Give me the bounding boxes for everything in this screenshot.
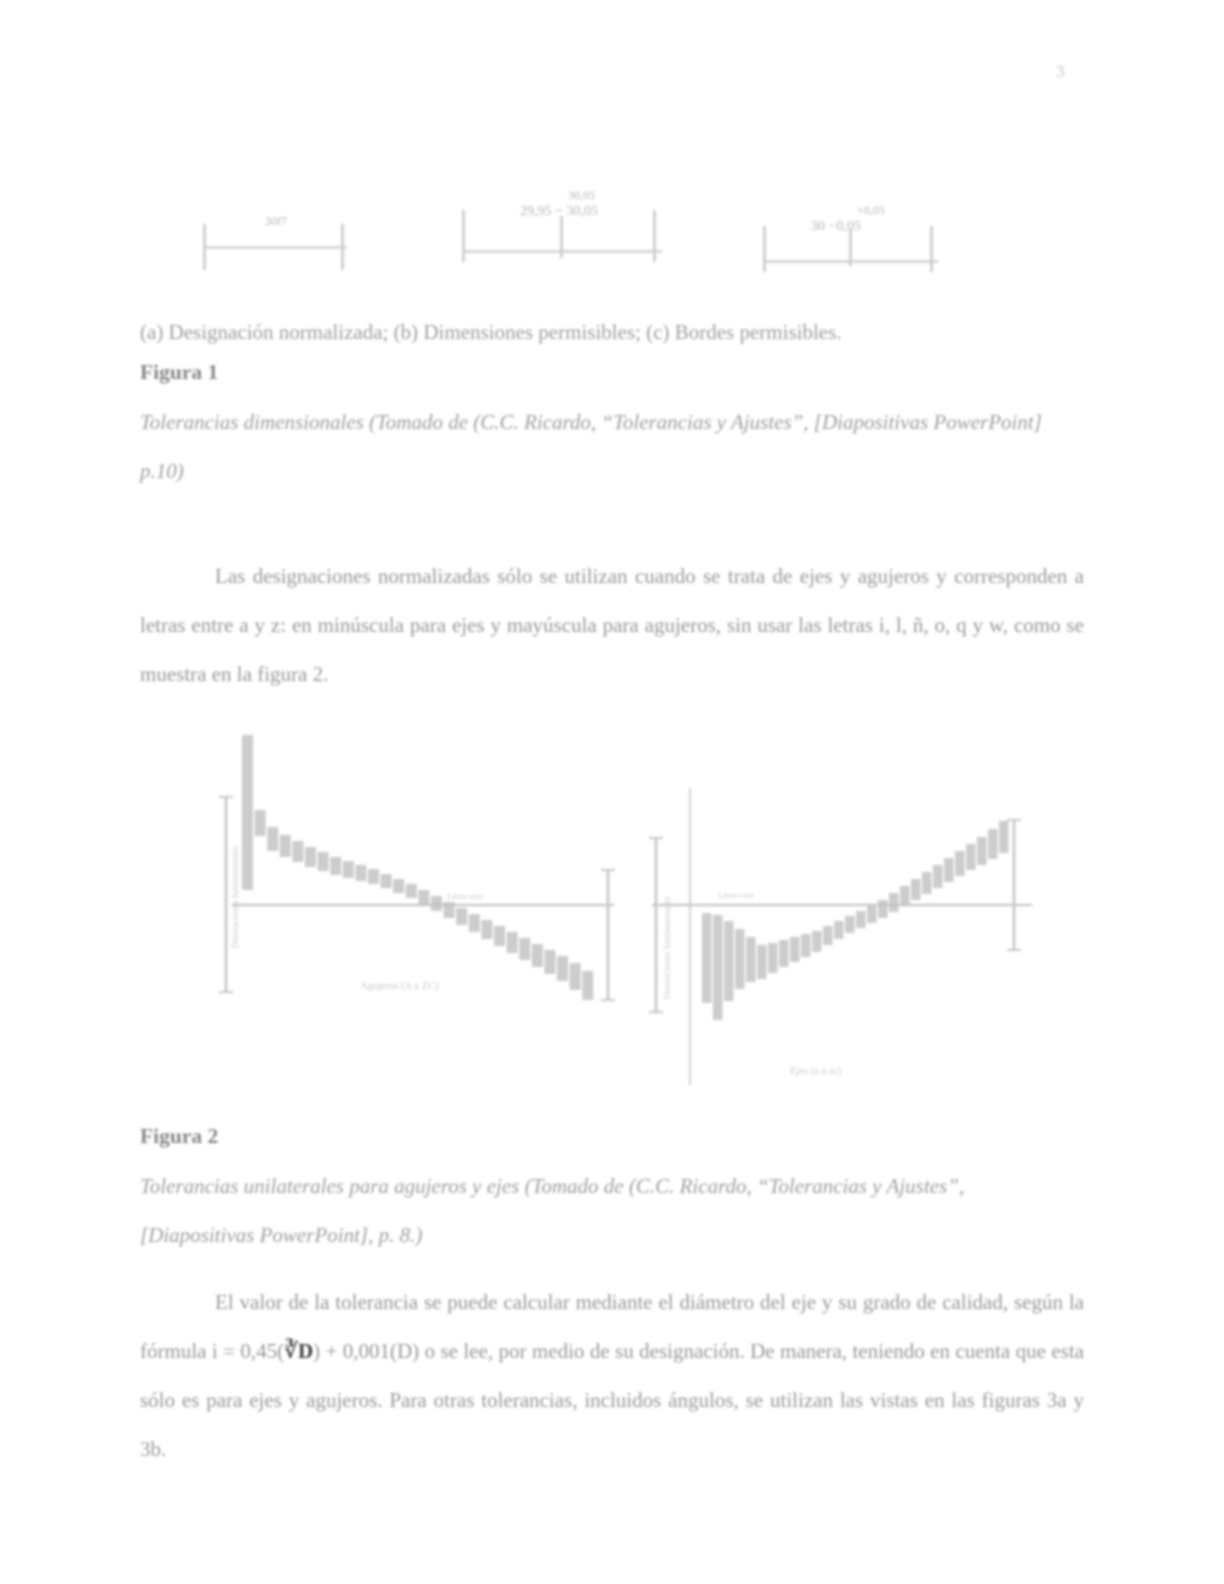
- tolerance-bar-za: [977, 837, 987, 865]
- y-axis-label: Desviaciones fundamentales: [662, 896, 672, 1000]
- zero-line-label: Línea cero: [447, 891, 484, 901]
- tolerance-bar-z: [966, 844, 976, 870]
- tolerance-bar-h: [812, 931, 822, 952]
- tolerance-bar-F: [330, 857, 341, 875]
- dimension-line: [203, 246, 347, 249]
- tolerance-bar-s: [900, 886, 910, 906]
- tolerance-bar-A: [242, 735, 253, 890]
- tolerance-bar-p: [878, 900, 888, 918]
- fig2-chart-left: [212, 712, 620, 1012]
- tolerance-bar-g: [801, 934, 811, 957]
- tolerance-bar-V: [507, 932, 518, 953]
- deviation-upper-text: +0,05: [857, 203, 885, 217]
- tolerance-bar-ZA: [557, 956, 568, 981]
- extension-line: [341, 224, 344, 270]
- tolerance-bar-T: [481, 920, 492, 939]
- fig2-chart-right: [640, 780, 1040, 1100]
- limit-upper-text: 30,05: [568, 188, 595, 202]
- dimension-label: [520, 188, 700, 221]
- zero-line-label: Línea cero: [718, 890, 755, 900]
- figure1-subcaptions: (a) Designación normalizada; (b) Dimensiones permisibles; (c) Bordes permisibles.: [140, 320, 842, 344]
- dimension-diagram-c: [763, 200, 938, 275]
- figure2-caption: Tolerancias unilaterales para agujeros y ejes (Tomado de (C.C. Ricardo, “Tolerancias y Ajustes”, [Diapositivas PowerPoint], p. 8.): [140, 1174, 965, 1247]
- tolerance-bar-N: [431, 896, 442, 911]
- tolerance-bar-k: [845, 916, 855, 933]
- extension-line: [203, 224, 206, 270]
- tolerance-bar-r: [889, 893, 899, 912]
- extension-line: [763, 226, 766, 272]
- tolerance-bar-b: [713, 915, 723, 1020]
- tolerance-bar-K: [406, 884, 417, 898]
- dimension-label: [811, 203, 961, 236]
- tolerance-bar-J: [393, 879, 404, 893]
- tolerance-bar-cd: [735, 929, 745, 989]
- dimension-diagram-a: [203, 212, 347, 272]
- tolerance-bar-v: [933, 865, 943, 888]
- tolerance-bar-M: [418, 890, 429, 905]
- tolerance-bar-js: [823, 926, 833, 945]
- tolerance-bar-EF: [318, 852, 329, 871]
- limit-lower-text: 29,95 − 30,05: [520, 204, 598, 219]
- tolerance-bar-U: [494, 926, 505, 946]
- fig2-left-bars: [242, 735, 593, 1000]
- tolerance-bar-j: [834, 921, 844, 939]
- tolerance-bar-zc: [999, 821, 1009, 853]
- tolerance-bar-fg: [790, 937, 800, 962]
- tolerance-bar-zb: [988, 829, 998, 859]
- tolerance-bar-u: [922, 872, 932, 894]
- tolerance-bar-E: [305, 847, 316, 867]
- tolerance-bar-B: [255, 810, 266, 836]
- paragraph-2-pre: El valor de la tolerancia se puede calcular mediante el diámetro del eje y su grado de calidad, según la fórmula i = 0,45(: [140, 1290, 1084, 1363]
- tolerance-bar-P: [444, 902, 455, 918]
- tolerance-bar-n: [867, 906, 877, 923]
- tolerance-bar-G: [355, 865, 366, 881]
- paragraph-2: [140, 1278, 1084, 1474]
- figure1-label: Figura 1: [140, 360, 219, 384]
- chart-caption: Agujeros (A a ZC): [360, 981, 439, 992]
- tolerance-bar-S: [469, 914, 480, 932]
- fig2-right-bars: [702, 821, 1009, 1020]
- figure1-caption: Tolerancias dimensionales (Tomado de (C.C. Ricardo, “Tolerancias y Ajustes”, [Diapositivas PowerPoint] p.10): [140, 410, 1042, 483]
- cube-root-formula: ∛D: [284, 1339, 314, 1363]
- figure2-label: Figura 2: [140, 1124, 219, 1148]
- tolerance-bar-FG: [343, 861, 354, 878]
- tolerance-bar-ZC: [582, 971, 593, 1000]
- tolerance-bar-ef: [768, 943, 778, 973]
- paragraph-1: Las designaciones normalizadas sólo se utilizan cuando se trata de ejes y agujeros y corresponden a letras entre a y z: en minúscula para ejes y mayúscula para agujeros, sin usar las letras i, l, ñ, o, q y w, como se muestra en la figura 2.: [140, 564, 1084, 686]
- tolerance-bar-CD: [280, 835, 291, 857]
- tolerance-bar-y: [955, 851, 965, 876]
- tolerance-bar-Y: [532, 944, 543, 967]
- basic-size-text: 30 −0,05: [811, 219, 861, 234]
- tolerance-bar-R: [456, 908, 467, 925]
- tolerance-bar-Z: [544, 950, 555, 974]
- tolerance-bar-ZB: [570, 963, 581, 990]
- tolerance-bar-JS: [381, 874, 392, 888]
- tolerance-bar-X: [519, 938, 530, 960]
- tolerance-bar-t: [911, 879, 921, 900]
- tolerance-bar-H: [368, 869, 379, 884]
- paragraph-2-post: ) + 0,001(D) o se lee, por medio de su designación. De manera, teniendo en cuenta que esta sólo es para ejes y agujeros. Para otras tolerancias, incluidos ángulos, se utilizan las vistas en las figuras 3a y 3b.: [140, 1339, 1084, 1461]
- tolerance-bar-x: [944, 858, 954, 882]
- tolerance-bar-f: [779, 940, 789, 967]
- tolerance-bar-a: [702, 913, 712, 1003]
- designation-text: 30f7: [265, 214, 287, 228]
- extension-line: [462, 210, 465, 262]
- tolerance-bar-d: [746, 937, 756, 982]
- page-number: 3: [1056, 62, 1065, 81]
- y-axis-label: Desviaciones fundamentales: [230, 845, 240, 949]
- tolerance-bar-C: [267, 827, 278, 851]
- center-extension-line: [560, 216, 563, 258]
- chart-caption: Ejes (a a zc): [790, 1066, 842, 1077]
- tolerance-bar-D: [292, 841, 303, 862]
- tolerance-bar-e: [757, 945, 767, 979]
- dimension-label: [241, 214, 311, 229]
- tolerance-bar-c: [724, 921, 734, 1001]
- tolerance-bar-m: [856, 911, 866, 928]
- dimension-diagram-b: [462, 188, 662, 268]
